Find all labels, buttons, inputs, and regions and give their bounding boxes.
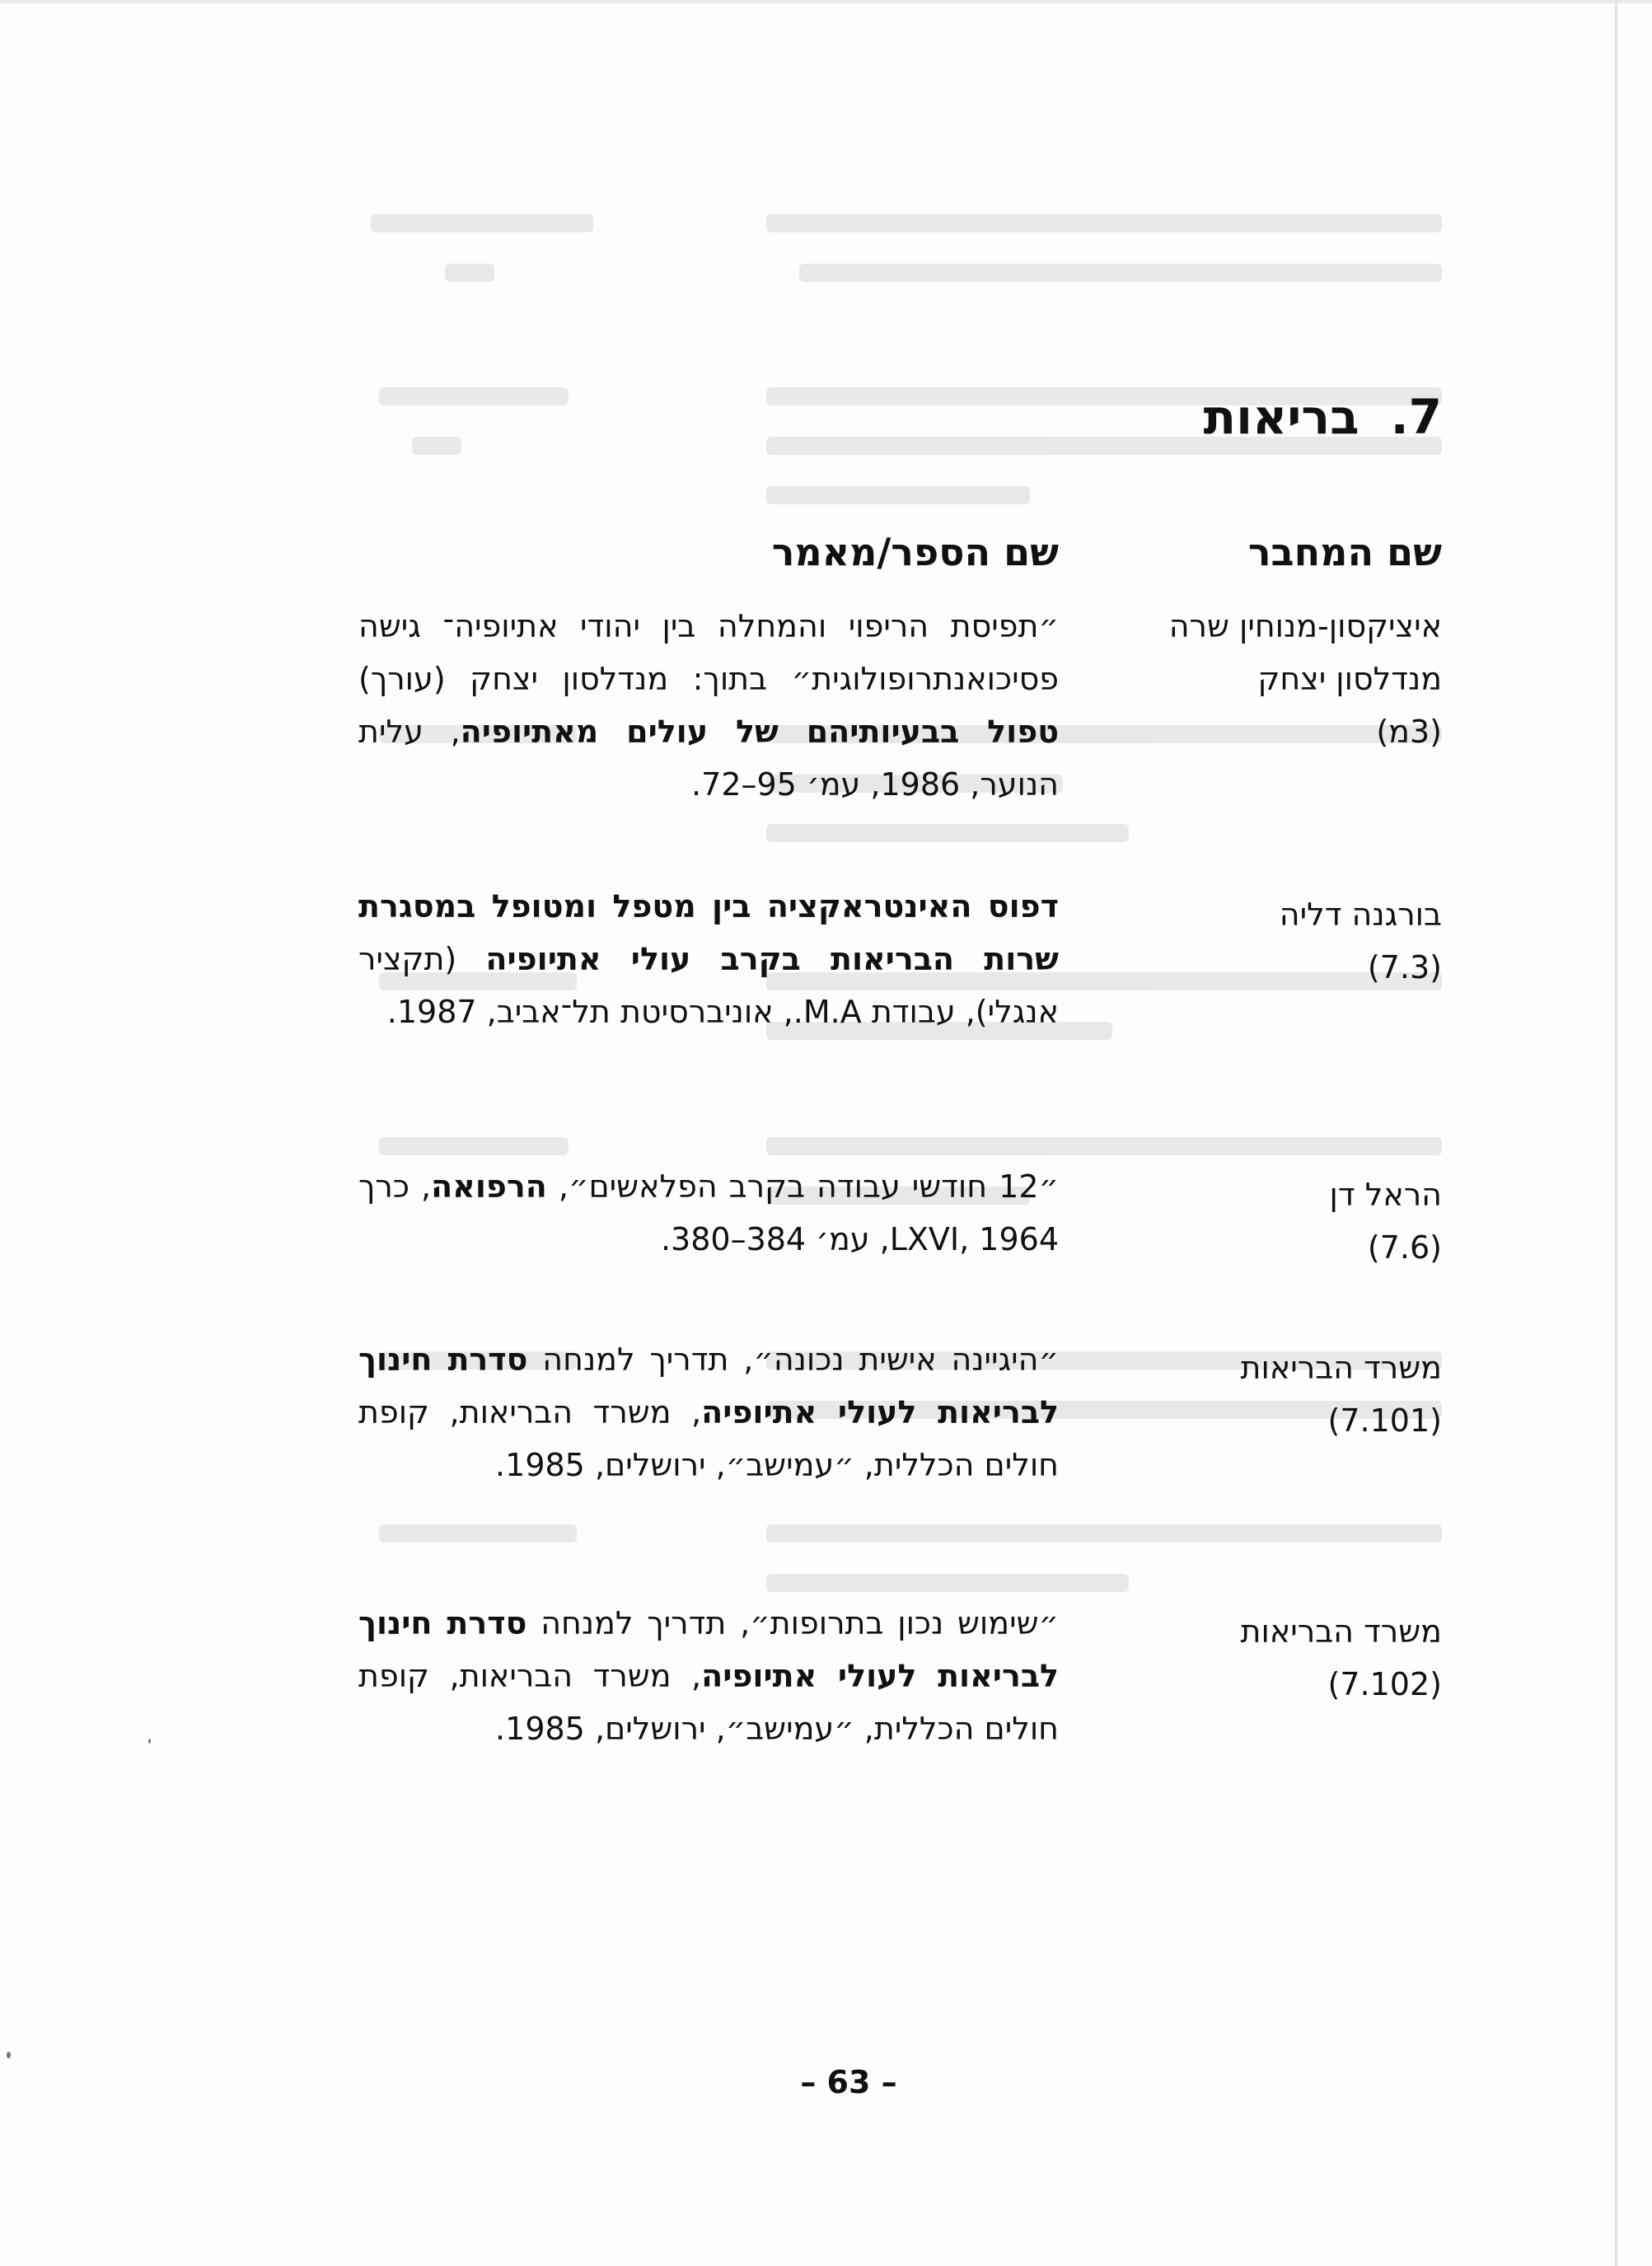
entry-author (1129, 1341, 1442, 1447)
reference-text: ״היגיינה אישית נכונה״, תדריך למנחה (527, 1341, 1059, 1378)
reference-text: ״שימוש נכון בתרופות״, תדריך למנחה (526, 1605, 1060, 1641)
entry-reference (358, 1333, 1059, 1491)
reference-text: ״תפיסת הריפוי והמחלה בין יהודי אתיופיה־ גישה פסיכואנתרופולוגית״ בתוך: מנדלסון יצחק (עורך) (358, 608, 1059, 697)
author-line: מנדלסון יצחק (1257, 661, 1442, 697)
entry-reference (358, 1597, 1059, 1755)
entry-author (1129, 600, 1442, 758)
entry-code: (7.102) (1327, 1666, 1442, 1702)
scan-right-edge (1615, 0, 1617, 2266)
reference-title: סדרת חינוך לבריאות לעולי אתיופיה (358, 1605, 1059, 1694)
entry-code: (3מ) (1376, 714, 1442, 750)
reference-title: דפוס האינטראקציה בין מטפל ומטופל במסגרת שרות הבריאות בקרב עולי אתיופיה (358, 888, 1059, 977)
author-line: משרד הבריאות (1240, 1613, 1442, 1650)
entry-code: (7.3) (1367, 949, 1442, 986)
reference-details: , משרד הבריאות, קופת חולים הכללית, ״עמישב״, ירושלים, 1985. (358, 1658, 1059, 1747)
column-header-title: שם הספר/מאמר (771, 530, 1059, 574)
scan-top-edge (0, 0, 1652, 3)
entry-reference (358, 1160, 1059, 1266)
reference-text: ״12 חודשי עבודה בקרב הפלאשים״, (546, 1168, 1059, 1205)
column-header-author: שם המחבר (1247, 530, 1442, 574)
entry-code: (7.101) (1327, 1402, 1442, 1439)
scan-speck (7, 2052, 11, 2058)
entry-reference (358, 880, 1059, 1038)
entry-author (1129, 1605, 1442, 1711)
author-line: הראל דן (1329, 1177, 1442, 1213)
reference-details: , עלית הנוער, 1986, עמ׳ 95–72. (358, 714, 1059, 803)
author-line: איציקסון-מנוחין שרה (1168, 608, 1442, 644)
entry-code: (7.6) (1367, 1229, 1442, 1266)
reference-details: , כרך LXVI, 1964, עמ׳ 384–380. (358, 1168, 1059, 1257)
reference-title: טפול בבעיותיהם של עולים מאתיופיה (460, 714, 1059, 750)
reference-details: , משרד הבריאות, קופת חולים הכללית, ״עמישב״, ירושלים, 1985. (358, 1394, 1059, 1483)
chapter-heading (1203, 387, 1442, 447)
entry-author (1129, 888, 1442, 994)
entry-reference (358, 600, 1059, 811)
reference-title: סדרת חינוך לבריאות לעולי אתיופיה (358, 1341, 1059, 1430)
author-line: בורגנה דליה (1279, 897, 1442, 933)
entry-author (1129, 1168, 1442, 1274)
scan-speck (148, 1739, 151, 1744)
reference-details: (תקציר אנגלי), עבודת M.A., אוניברסיטת תל־אביב, 1987. (358, 941, 1059, 1030)
chapter-number: 7. (1390, 389, 1442, 445)
page-number: – 63 – (800, 2064, 897, 2100)
author-line: משרד הבריאות (1240, 1350, 1442, 1386)
chapter-title: בריאות (1203, 389, 1360, 445)
reference-title: הרפואה (431, 1168, 547, 1205)
